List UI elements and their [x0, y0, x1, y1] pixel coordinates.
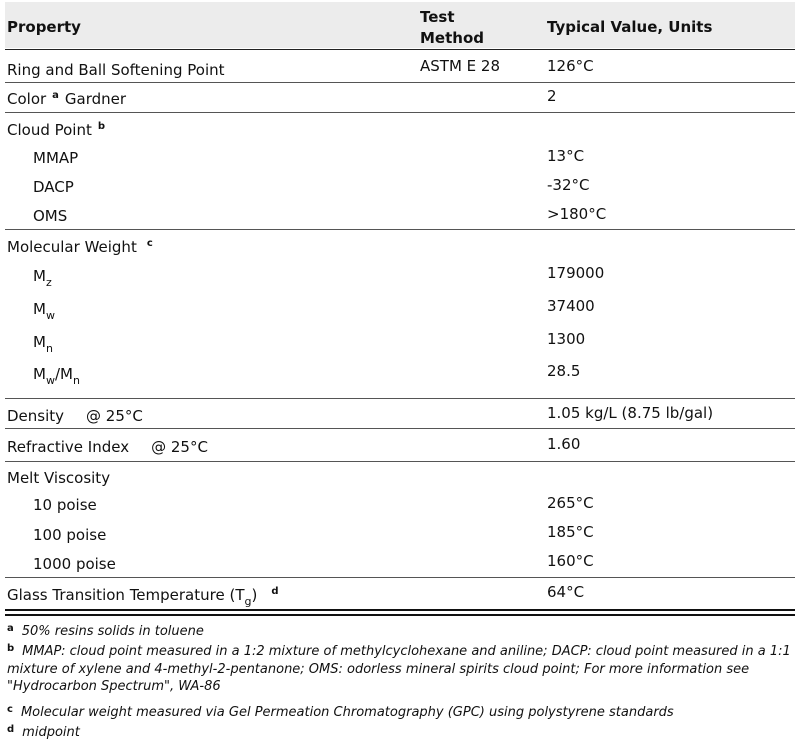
density-label: Density	[7, 407, 65, 425]
melt-viscosity-property: Melt Viscosity	[7, 469, 111, 487]
footnote-b-text: MMAP: cloud point measured in a 1:2 mixture of methylcyclohexane and aniline; DACP: cloud point measured in a 1:1 mixture of xylene and 4-methyl-2-pentanone; OMS: odorless mineral spirits cloud point; For more information see "Hydrocarbon Spectrum", WA-86	[7, 644, 791, 694]
mw-mn-value: 28.5	[547, 362, 581, 380]
p1000-value: 160°C	[547, 552, 594, 570]
color-footnote-marker: a	[52, 90, 59, 101]
footnote-c-text: Molecular weight measured via Gel Permeation Chromatography (GPC) using polystyrene standards	[20, 705, 674, 720]
mz-base: M	[33, 267, 46, 285]
dacp-value: -32°C	[547, 176, 590, 194]
table-end-rule	[5, 614, 795, 616]
footnote-b-key: b	[7, 643, 15, 654]
footnote-a-text: 50% resins solids in toluene	[21, 624, 204, 639]
color-label: Color	[7, 90, 47, 108]
refractive-index-condition: @ 25°C	[151, 438, 208, 456]
mn-value: 1300	[547, 330, 586, 348]
cloud-point-property	[7, 120, 111, 143]
mw-property	[33, 299, 55, 321]
footnote-a-key: a	[7, 623, 14, 634]
row-rule	[5, 577, 795, 578]
row-rule	[5, 229, 795, 230]
table-end-rule	[5, 609, 795, 611]
p10-property: 10 poise	[33, 496, 97, 514]
p100-property: 100 poise	[33, 526, 107, 544]
mz-value: 179000	[547, 264, 605, 282]
mmap-property: MMAP	[33, 149, 79, 167]
color-scale: Gardner	[64, 90, 127, 108]
glass-transition-close: )	[251, 586, 258, 604]
p10-value: 265°C	[547, 494, 594, 512]
mw-mn-slash: /	[54, 365, 61, 383]
footnote-d-key: d	[7, 724, 15, 735]
cloud-point-label: Cloud Point	[7, 121, 92, 139]
glass-transition-value: 64°C	[547, 583, 585, 601]
dacp-property: DACP	[33, 178, 74, 196]
mw-mn-base1: M	[33, 365, 46, 383]
ring-ball-method: ASTM E 28	[420, 57, 500, 75]
footnote-d	[7, 724, 797, 742]
mn-property	[33, 332, 53, 354]
mn-sub: n	[45, 342, 53, 355]
p100-value: 185°C	[547, 523, 594, 541]
cloud-point-footnote-marker: b	[97, 121, 106, 132]
row-rule	[5, 398, 795, 399]
row-rule	[5, 112, 795, 113]
row-rule	[5, 428, 795, 429]
refractive-index-label: Refractive Index	[7, 438, 130, 456]
header-test-line1: Test	[420, 8, 455, 26]
mn-base: M	[33, 333, 46, 351]
header-rule	[5, 49, 795, 50]
mw-mn-sub2: n	[72, 374, 80, 387]
mz-property	[33, 266, 52, 288]
mz-sub: z	[45, 276, 52, 289]
footnote-b	[7, 643, 797, 695]
density-condition: @ 25°C	[86, 407, 143, 425]
molecular-weight-footnote-marker: c	[146, 238, 153, 249]
mw-value: 37400	[547, 297, 595, 315]
mw-mn-sub1: w	[45, 374, 55, 387]
oms-value: >180°C	[547, 205, 607, 223]
glass-transition-footnote-marker: d	[271, 586, 279, 597]
glass-transition-label: Glass Transition Temperature (T	[7, 586, 245, 604]
molecular-weight-label: Molecular Weight	[7, 238, 137, 256]
footnote-c-key: c	[7, 704, 13, 715]
header-test-line2: Method	[420, 29, 484, 47]
ring-ball-property: Ring and Ball Softening Point	[7, 61, 225, 79]
oms-property: OMS	[33, 207, 68, 225]
density-property	[7, 406, 143, 426]
color-property	[7, 89, 126, 112]
footnote-c	[7, 704, 797, 722]
row-rule	[5, 82, 795, 83]
p1000-property: 1000 poise	[33, 555, 116, 573]
glass-transition-sub: g	[244, 595, 252, 608]
mw-mn-base2: M	[60, 365, 73, 383]
glass-transition-property	[7, 585, 285, 608]
footnote-d-text: midpoint	[22, 725, 80, 740]
refractive-index-value: 1.60	[547, 435, 581, 453]
footnote-a	[7, 623, 797, 641]
mmap-value: 13°C	[547, 147, 585, 165]
row-rule	[5, 461, 795, 462]
density-value: 1.05 kg/L (8.75 lb/gal)	[547, 404, 714, 422]
mw-sub: w	[45, 309, 55, 322]
mw-base: M	[33, 300, 46, 318]
molecular-weight-property	[7, 237, 159, 260]
refractive-index-property	[7, 437, 208, 457]
mw-mn-property	[33, 364, 80, 386]
color-value: 2	[547, 87, 557, 105]
header-typical-value: Typical Value, Units	[547, 18, 713, 36]
ring-ball-value: 126°C	[547, 57, 594, 75]
header-property: Property	[7, 18, 81, 36]
